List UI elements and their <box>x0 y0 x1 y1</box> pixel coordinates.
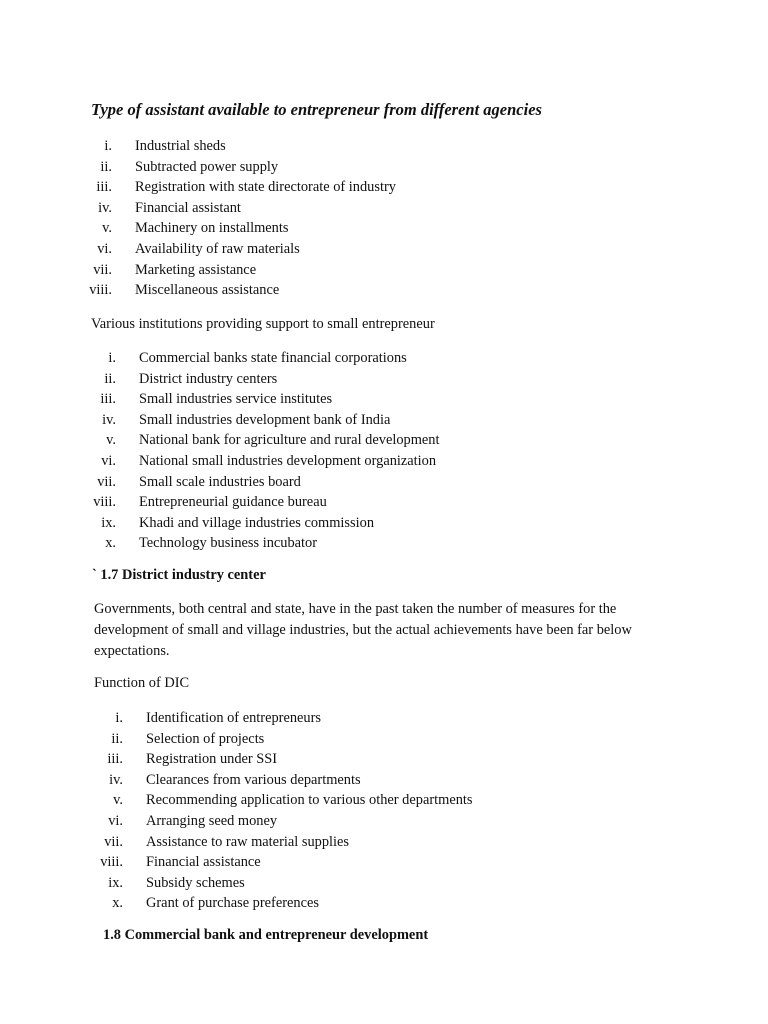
item-number: iii. <box>96 179 112 196</box>
item-text: Small industries service institutes <box>139 391 333 408</box>
function-label: Function of DIC <box>94 675 190 691</box>
item-number: vii. <box>104 833 123 850</box>
item-text: Grant of purchase preferences <box>146 895 319 912</box>
item-number: iv. <box>98 199 112 216</box>
item-text: National small industries development organization <box>139 452 437 469</box>
item-number: ix. <box>101 514 116 531</box>
item-text: District industry centers <box>139 370 278 387</box>
item-text: Entrepreneurial guidance bureau <box>139 494 327 511</box>
item-text: Miscellaneous assistance <box>135 282 280 299</box>
item-number: vi. <box>101 452 116 469</box>
item-text: Subsidy schemes <box>146 874 245 891</box>
item-number: iv. <box>109 771 123 788</box>
section-heading-1-7: ` 1.7 District industry center <box>92 567 266 583</box>
item-number: iii. <box>100 391 116 408</box>
item-text: Identification of entrepreneurs <box>146 710 322 726</box>
institutions-intro: Various institutions providing support to small entrepreneur <box>91 316 435 332</box>
item-number: v. <box>102 220 112 237</box>
item-number: ii. <box>100 158 112 175</box>
item-text: National bank for agriculture and rural development <box>139 432 440 449</box>
item-text: Machinery on installments <box>135 220 289 237</box>
governments-paragraph: Governments, both central and state, have in the past taken the number of measures for the development of small and village industries, but the actual achievements have been far below expectations. <box>94 601 632 659</box>
item-text: Small industries development bank of India <box>139 411 391 428</box>
item-number: viii. <box>89 282 112 299</box>
item-number: v. <box>113 792 123 809</box>
item-text: Assistance to raw material supplies <box>146 833 350 850</box>
item-text: Clearances from various departments <box>146 771 361 788</box>
item-text: Subtracted power supply <box>135 158 279 175</box>
item-number: i. <box>104 138 112 154</box>
item-text: Industrial sheds <box>135 138 226 154</box>
item-number: vii. <box>97 473 116 490</box>
item-number: vi. <box>108 812 123 829</box>
item-text: Registration under SSI <box>146 751 278 768</box>
item-number: ii. <box>104 370 116 387</box>
item-text: Commercial banks state financial corporations <box>139 350 407 366</box>
item-number: x. <box>105 535 116 552</box>
section-heading-1-8: 1.8 Commercial bank and entrepreneur development <box>103 927 429 943</box>
page-heading: Type of assistant available to entrepreneur from different agencies <box>91 100 542 119</box>
item-text: Khadi and village industries commission <box>139 514 375 531</box>
item-text: Financial assistant <box>135 199 241 216</box>
item-number: ix. <box>108 874 123 891</box>
item-text: Recommending application to various other departments <box>146 792 473 809</box>
item-number: iv. <box>102 411 116 428</box>
item-text: Technology business incubator <box>139 535 318 552</box>
item-text: Selection of projects <box>146 730 265 747</box>
item-number: i. <box>108 350 116 366</box>
item-text: Arranging seed money <box>146 812 278 829</box>
item-number: vii. <box>93 261 112 278</box>
item-number: vi. <box>97 240 112 257</box>
item-number: x. <box>112 895 123 912</box>
item-number: i. <box>115 710 123 726</box>
item-number: v. <box>106 432 116 449</box>
item-text: Marketing assistance <box>135 261 257 278</box>
item-text: Financial assistance <box>146 854 261 871</box>
item-text: Registration with state directorate of industry <box>135 179 396 196</box>
item-number: ii. <box>111 730 123 747</box>
item-number: viii. <box>93 494 116 511</box>
item-number: iii. <box>107 751 123 768</box>
item-text: Availability of raw materials <box>135 240 300 257</box>
item-number: viii. <box>100 854 123 871</box>
item-text: Small scale industries board <box>139 473 301 490</box>
